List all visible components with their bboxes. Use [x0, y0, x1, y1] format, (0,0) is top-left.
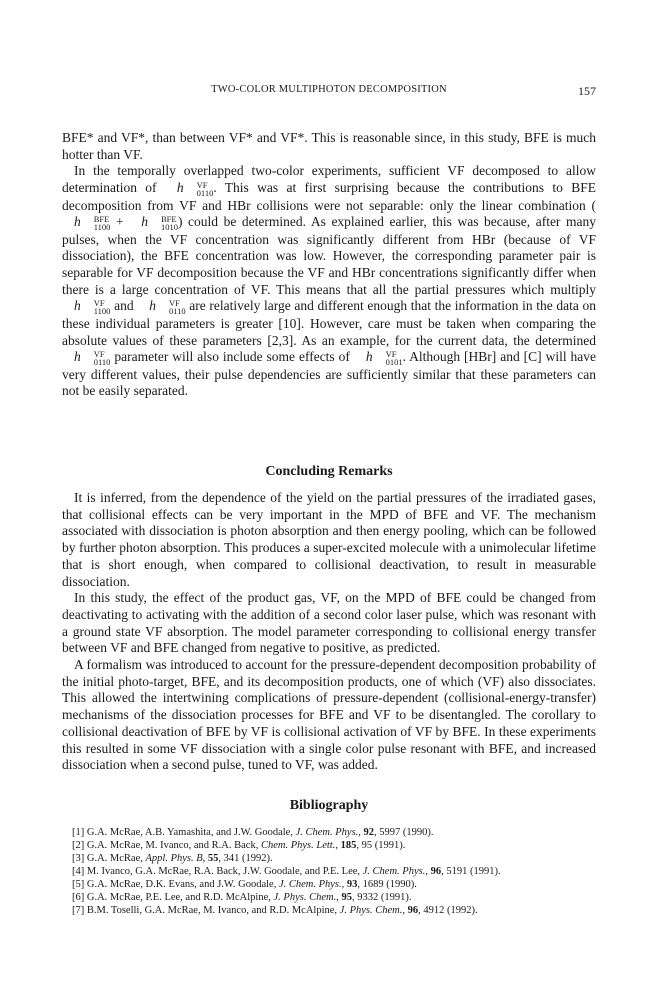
symbol-h-vf-1100: h VF 1100: [74, 297, 111, 317]
symbol-h-vf-0110-b: h VF 0110: [149, 297, 186, 317]
bib-entry: [7] B.M. Toselli, G.A. McRae, M. Ivanco, and R.D. McAlpine, J. Phys. Chem., 96, 4912 (1992).: [72, 905, 478, 916]
running-head: [62, 84, 596, 98]
concluding-paragraph-2: In this study, the effect of the product gas, VF, on the MPD of BFE could be changed from deactivating to activating with the addition of a second color laser pulse, which was resonant with a ground state VF absorption. The model parameter corresponding to collisional energy transfer between VF and BFE changed from negative to positive, as predicted.: [62, 590, 596, 656]
running-title: TWO-COLOR MULTIPHOTON DECOMPOSITION: [211, 84, 447, 95]
symbol-h-vf-0101: h VF 0101: [365, 348, 403, 368]
paragraph-overlapped-experiments: In the temporally overlapped two-color experiments, sufficient VF decomposed to allow determination of h VF 0110 . This was at first surprising because the contributions to BFE decomposition from VF and HBr collisions were not separable: only the linear combination (h BFE 1100 + h BFE 1010 ) could be determined. As explained earlier, this was because, after many pulses, when the VF concentration was significantly different from HBr (because of VF dissociation), the BFE concentration was low. However, the corresponding parameter pair is separable for VF decomposition because the VF and HBr concentrations significantly differ when there is a large concentration of VF. This means that all the partial pressures which multiply h VF 1100 and h VF 0110 are relatively large and different enough that the information in the data on these individual parameters is greater [10]. However, care must be taken when comparing the absolute values of these parameters [2,3]. As an example, for the current data, the determined h VF 0110 parameter will also include some effects of h VF 0101 . Although [HBr] and [C] will have very different values, their pulse dependencies are sufficiently similar that these parameters can not be easily separated.: [62, 163, 596, 399]
concluding-paragraph-1: It is inferred, from the dependence of the yield on the partial pressures of the irradiated gases, that collisional effects can be very important in the MPD of BFE and VF. The mechanism associated with dissociation is photon absorption and then energy pooling, which can be followed by further photon absorption. This produces a super-excited molecule with a unimolecular lifetime that is short enough, when compared to collisional deactivation, to result in measurable dissociation.: [62, 490, 596, 589]
page-number: 157: [578, 84, 596, 98]
body-text-top: [62, 130, 596, 400]
concluding-paragraph-3: A formalism was introduced to account for the pressure-dependent decomposition probability of the initial photo-target, BFE, and its decomposition products, one of which (VF) also dissociates. This allowed the intertwining complications of pressure-dependent (collisional-energy-transfer) mechanisms of the dissociation processes for BFE and VF to be disentangled. The corollary to collisional deactivation of BFE by VF is collisional activation of VF by BFE. In these experiments this resulted in some VF dissociation with a single color pulse resonant with BFE, and increased dissociation when a second pulse, tuned to VF, was added.: [62, 657, 596, 773]
bibliography-heading: Bibliography: [289, 798, 369, 813]
bib-entry: [3] G.A. McRae, Appl. Phys. B, 55, 341 (1992).: [72, 853, 273, 864]
bib-entry: [2] G.A. McRae, M. Ivanco, and R.A. Back, Chem. Phys. Lett., 185, 95 (1991).: [72, 840, 406, 851]
bib-entry: [6] G.A. McRae, P.E. Lee, and R.D. McAlpine, J. Phys. Chem., 95, 9332 (1991).: [72, 892, 412, 903]
bibliography-list: [62, 826, 596, 917]
symbol-h-bfe-1010: h BFE 1010: [141, 213, 178, 233]
concluding-remarks-heading: Concluding Remarks: [265, 464, 393, 479]
symbol-h-vf-0110-c: h VF 0110: [74, 348, 111, 368]
bib-entry: [4] M. Ivanco, G.A. McRae, R.A. Back, J.W. Goodale, and P.E. Lee, J. Chem. Phys., 96, 5191 (1991).: [72, 866, 501, 877]
concluding-remarks-text: [62, 490, 596, 774]
symbol-h-bfe-1100: h BFE 1100: [74, 213, 111, 233]
paragraph-continuation: BFE* and VF*, than between VF* and VF*. This is reasonable since, in this study, BFE is much hotter than VF.: [62, 130, 596, 162]
bib-entry: [1] G.A. McRae, A.B. Yamashita, and J.W. Goodale, J. Chem. Phys., 92, 5997 (1990).: [72, 827, 434, 838]
bib-entry: [5] G.A. McRae, D.K. Evans, and J.W. Goodale, J. Chem. Phys., 93, 1689 (1990).: [72, 879, 417, 890]
symbol-h-vf-0110: h VF 0110: [176, 179, 214, 199]
